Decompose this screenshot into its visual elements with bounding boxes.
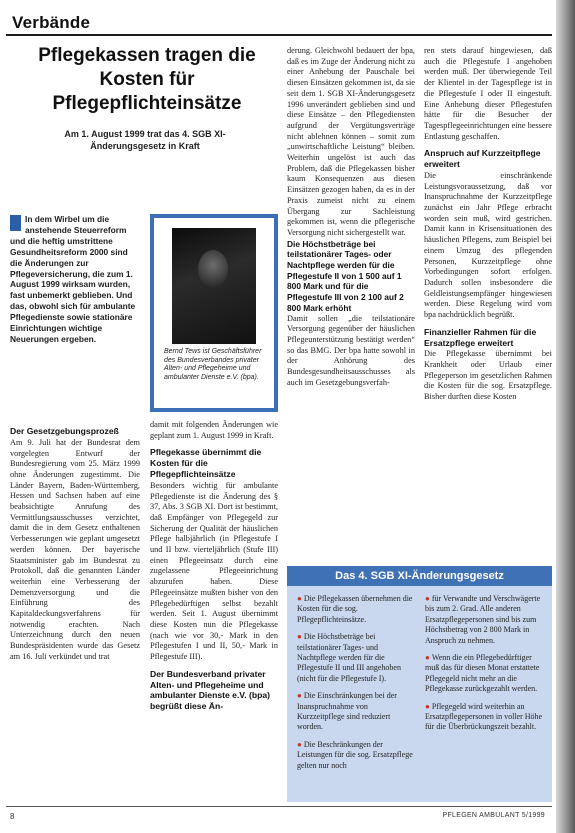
column-subheading: Der Gesetzgebungsprozeß bbox=[10, 426, 119, 436]
text-column-3 bbox=[287, 46, 415, 546]
summary-bullet-item bbox=[297, 691, 415, 733]
lead-paragraph: In dem Wirbel um die anstehende Steuerreform und die heftig umstrittene Gesundheitsreform 2000 sind die Änderungen zur Pflegeversicherung, die zum 1. August 1999 wirksam wurden, fast unbemerkt geblieben. Und das, obwohl sich für ambulante Pflegedienste sowie stationäre Einrichtungen wichtige Neuerungen ergeben. bbox=[10, 214, 136, 344]
photo-caption: Bernd Tews ist Geschäftsführer des Bundesverbandes privater Alten- und Pflegeheime und ambulanter Dienste e.V. (bpa). bbox=[164, 348, 262, 382]
article-title: Pflegekassen tragen die Kosten für Pflegepflichteinsätze bbox=[38, 45, 256, 114]
summary-bullet-item bbox=[425, 702, 543, 733]
summary-bullet-text: Die Pflegekassen übernehmen die Kosten für die sog. Pflegepflichteinsätze. bbox=[297, 594, 413, 624]
column-subheading: Finanzieller Rahmen für die Ersatzpflege erweitert bbox=[424, 326, 537, 348]
bullet-icon: ● bbox=[425, 594, 430, 603]
text-column-1 bbox=[10, 420, 140, 815]
bullet-icon: ● bbox=[425, 701, 430, 711]
bullet-icon: ● bbox=[425, 653, 430, 663]
column-paragraph: Die einschränkende Leistungsvoraussetzung, daß vor Inanspruchnahme der Kurzzeitpflege zunächst ein Jahr Pflege erbracht worden sein muß, wird gestrichen. Damit kann in Krisensituationen des häuslichen Pflegens, zum Beispiel bei einem Umzug des pflegenden Personen, Kurzzeitpflege ohne Vorbedingungen sofort erfolgen. Dadurch sollen insbesondere die Geldleistungsempfänger hingewiesen werden. Diese Regelung wird vom bpa nachdrücklich begrüßt. bbox=[424, 170, 552, 320]
footer-rule bbox=[6, 806, 552, 807]
summary-bullet-text: Wenn die ein Pflegebedürftiger muß das für diesen Monat erstattete Pflegegeld nicht mehr an die Pflegekasse zurückgezahlt werden. bbox=[425, 653, 540, 694]
bullet-icon: ● bbox=[297, 739, 302, 749]
column-paragraph: derung. Gleichwohl bedauert der bpa, daß es im Zuge der Änderung nicht zu einer Anhebung der Pauschale bei diesen Einsätzen gekommen ist, da sie seit dem 1. SGB XI-Änderungsgesetz 1996 unverändert geblieben sind und diese Einsätze – den Pflegediensten aufgrund der Vergütungsverträge nicht ablehnen können – somit zum „unwirtschaftliche Leistung“ bleiben. Weiterhin ungelöst ist auch das Problem, daß die Pflegekassen bisher kaum Konsequenzen aus diesen Einsätzen gezogen haben, da es in der Praxis zumeist nicht zu einem Übergang zur Sachleistung gekommen ist, wenn die pflegerische Versorgung nicht sichergestellt war. bbox=[287, 46, 415, 237]
portrait-frame bbox=[150, 214, 278, 412]
column-paragraph: Die Pflegekasse übernimmt bei Krankheit oder Urlaub einer Pflegeperson im gesetzlichen Rahmen die Kosten für die sog. Ersatzpflege. Bisher durften diese Kosten bbox=[424, 349, 552, 402]
summary-box bbox=[287, 566, 552, 802]
summary-bullet-item bbox=[425, 594, 543, 646]
summary-box-title: Das 4. SGB XI-Änderungsgesetz bbox=[287, 566, 552, 586]
column-paragraph: Am 9. Juli hat der Bundesrat dem vorgelegten Entwurf der Bundesregierung vom 25. März 1999 ohne Änderungen zugestimmt. Die Länder Bayern, Baden-Württemberg, Hessen und Sachsen haben auf eine beabsichtigte Anrufung des Vermittlungsausschusses verzichtet, damit die in dem Gesetz enthaltenen Verbesserungen wie geplant umgesetzt werden können. Der bayerische Staatsminister gab im Bundesrat zu Protokoll, daß die genannten Länder weiterhin eine Verbesserung der Demenzversorgung und die Einführung des Kapitaldeckungsverfahrens für notwendig erachten. Nach Unterzeichnung durch den neuen Bundespräsidenten wurde das Gesetz am 16. Juli verkündet und trat bbox=[10, 437, 140, 661]
summary-bullet-text: Die Beschränkungen der Leistungen für die sog. Ersatzpflege gelten nur noch bbox=[297, 739, 413, 770]
summary-bullet-text: Die Höchstbeträge bei teilstationärer Tages- und Nachtpflege werden für die Pflegestufe II und III angehoben (nicht für die Pflegestufe I). bbox=[297, 632, 401, 683]
article-subtitle: Am 1. August 1999 trat das 4. SGB XI-Änderungsgesetz in Kraft bbox=[64, 129, 226, 151]
summary-left-column bbox=[297, 594, 415, 778]
summary-bullet-item bbox=[297, 632, 415, 684]
column-paragraph: Besonders wichtig für ambulante Pflegedienste ist die Änderung des § 37, Abs. 3 SGB XI. Dort ist bestimmt, daß Empfänger von Pflegegeld zur Sicherung der Qualität der häuslichen Pflege halbjährlich (in Pflegestufe I und II bzw. vierteljährlich (Stufe III) einen Pflegeeinsatz durch eine zugelassene Pflegeeinrichtung abzurufen haben. Diese Pflegeeinsätze mußten bisher von den Pflegebedürftigen selbst bezahlt werden. Seit 1. August übernimmt diese Kosten nun die Pflegekasse (nach wie vor 30,- Mark in den Pflegestufen I und II, 50,- Mark in Pflegestufe III). bbox=[150, 480, 278, 662]
binding-edge bbox=[556, 0, 575, 833]
portrait-face bbox=[198, 250, 228, 288]
initial-marker bbox=[10, 215, 21, 231]
summary-bullet-item bbox=[297, 594, 415, 625]
column-paragraph: Die Höchstbeträge bei teilstationärer Tages- oder Nachtpflege werden für die Pflegestufe II von 1 500 auf 1 800 Mark und für die Pflegestufe III von 2 100 auf 2 800 Mark erhöht bbox=[287, 238, 404, 313]
portrait-photo bbox=[172, 228, 256, 344]
section-header bbox=[6, 12, 552, 36]
bullet-icon: ● bbox=[297, 594, 302, 603]
summary-bullet-text: Die Einschränkungen bei der Inanspruchnahme von Kurzzeitpflege sind reduziert worden. bbox=[297, 691, 397, 732]
bullet-icon: ● bbox=[297, 691, 302, 701]
text-column-2 bbox=[150, 420, 278, 815]
journal-footer: PFLEGEN AMBULANT 5/1999 bbox=[442, 812, 545, 819]
summary-bullet-text: Pflegegeld wird weiterhin an Ersatzpflegepersonen in voller Höhe für die Überbrückungszeit bezahlt. bbox=[425, 701, 543, 732]
column-subheading: Der Bundesverband privater Alten- und Pflegeheime und ambulanter Dienste e.V. (bpa) begrüßt diese Än- bbox=[150, 668, 271, 712]
page-number: 8 bbox=[10, 812, 15, 821]
section-label: Verbände bbox=[6, 13, 96, 33]
summary-right-column bbox=[425, 594, 543, 740]
column-paragraph: ren stets darauf hingewiesen, daß auch die Pflegestufe I angehoben werden muß. Der überwiegende Teil der Klientel in der Tagespflege ist in die Pflegestufe I oder II eingestuft. Eine Anhebung dieser Pflegestufen hätte für die Besucher der Tagespflegeeinrichtungen eine bessere Entlastung geschaffen. bbox=[424, 46, 552, 141]
bullet-icon: ● bbox=[297, 632, 302, 642]
summary-bullet-text: für Verwandte und Verschwägerte bis zum 2. Grad. Alle anderen Ersatzpflegepersonen sind bis zum Höchstbetrag von 2 800 Mark in Anspruch zu nehmen. bbox=[425, 594, 541, 645]
column-subheading: Anspruch auf Kurzzeitpflege erweitert bbox=[424, 148, 541, 170]
summary-bullet-item bbox=[425, 653, 543, 695]
summary-bullet-item bbox=[297, 740, 415, 771]
column-subheading: Pflegekasse übernimmt die Kosten für die Pflegepflichteinsätze bbox=[150, 447, 262, 479]
lead-block bbox=[10, 214, 140, 345]
column-paragraph: damit mit folgenden Änderungen wie geplant zum 1. August 1999 in Kraft. bbox=[150, 420, 278, 440]
text-column-4 bbox=[424, 46, 552, 546]
column-paragraph: Damit sollen „die teilstationäre Versorgung gegenüber der häuslichen Pflegeunterstützung bestätigt werden“ so das BMG. Der bpa hatte sowohl in der Anhörung des Bundesgesundheitsausschusses als auch im Gesetzgebungsverfah- bbox=[287, 313, 415, 387]
portrait-panel bbox=[154, 218, 274, 408]
